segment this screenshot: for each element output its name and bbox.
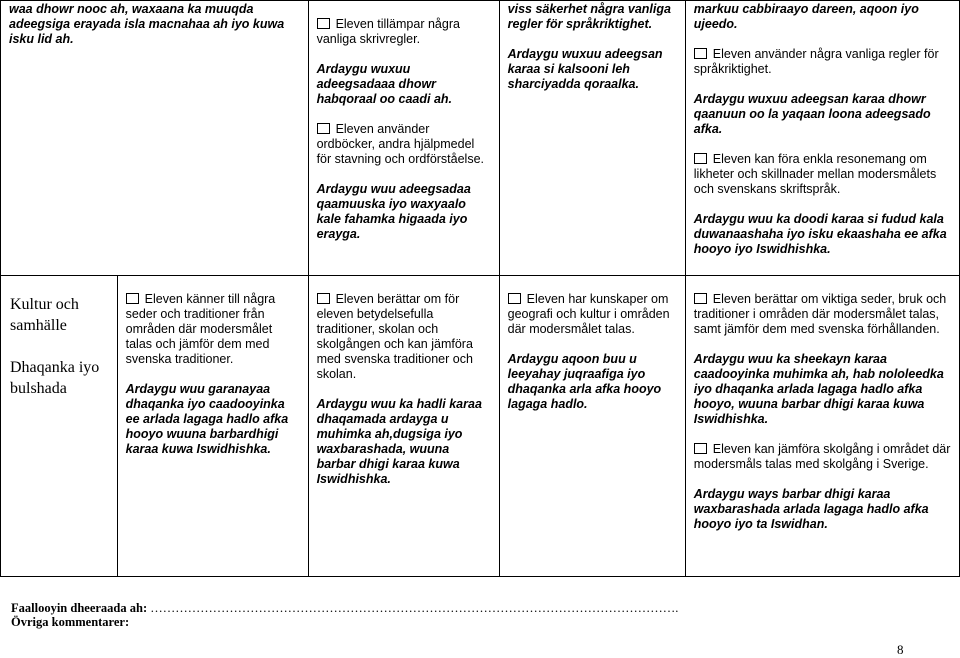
row2-col1-cell [117, 276, 308, 577]
checkbox-icon[interactable] [317, 123, 330, 134]
criterion-text: Eleven känner till några seder och traditioner från områden där modersmålet talas och jämför dem med svenska traditioner. [125, 292, 276, 366]
row2-col3-cell [499, 276, 685, 577]
checkbox-icon[interactable] [317, 293, 330, 304]
row1-col1-cell [1, 1, 309, 276]
criterion-text: Eleven tillämpar några vanliga skrivregler. [316, 17, 460, 46]
criterion-text: Ardaygu wuxuu adeegsadaaa dhowr habqoraal oo caadi ah. [316, 62, 453, 106]
table-row [1, 1, 960, 276]
criterion-somali [694, 92, 951, 137]
criterion-swedish [317, 292, 491, 382]
criterion-somali [694, 487, 951, 532]
criterion-somali [694, 2, 951, 32]
criterion-somali [508, 2, 677, 32]
criterion-somali [317, 397, 491, 487]
criterion-text: markuu cabbiraayo dareen, aqoon iyo ujeedo. [693, 2, 919, 31]
criterion-text: Ardaygu wuxuu adeegsan karaa si kalsooni leh sharciyadda qoraalka. [507, 47, 663, 91]
criterion-text: Ardaygu ways barbar dhigi karaa waxbarashada arlada lagaga hadlo afka hooyo iyo ta Iswidhan. [693, 487, 929, 531]
criterion-text: Eleven kan föra enkla resonemang om likheter och skillnader mellan modersmålets och svenskans skriftspråk. [693, 152, 937, 196]
criterion-text: Eleven har kunskaper om geografi och kultur i områden där modersmålet talas. [507, 292, 670, 336]
footer-dots: ………………………………………………………………………………………………………………. [147, 601, 679, 615]
criterion-somali [317, 62, 491, 107]
row1-col3-cell [499, 1, 685, 276]
row1-col4-cell [685, 1, 959, 276]
criterion-somali [508, 352, 677, 412]
criterion-text: Ardaygu wuu ka doodi karaa si fudud kala duwanaashaha iyo isku ekaashaha ee afka hooyo iyo Iswidhishka. [693, 212, 947, 256]
criterion-text: Eleven använder några vanliga regler för språkriktighet. [693, 47, 939, 76]
criterion-text: Eleven berättar om för eleven betydelsefulla traditioner, skolan och skolgången och kan jämföra med svenska traditioner och skolan. [316, 292, 473, 381]
criterion-text: viss säkerhet några vanliga regler för språkriktighet. [507, 2, 671, 31]
criterion-swedish [694, 47, 951, 77]
footer-comments [11, 601, 678, 629]
criterion-text: Eleven kan jämföra skolgång i området där modersmåls talas med skolgång i Sverige. [693, 442, 951, 471]
checkbox-icon[interactable] [317, 18, 330, 29]
criterion-text: Ardaygu wuu adeegsadaa qaamuuska iyo waxyaalo kale fahamka higaada iyo erayga. [316, 182, 471, 241]
footer-label-somali: Faallooyin dheeraada ah: [11, 601, 148, 615]
row1-col1-text: waa dhowr nooc ah, waxaana ka muuqda adeegsiga erayada isla macnahaa ah iyo kuwa isku lid ah. [9, 2, 285, 46]
criterion-somali [317, 182, 491, 242]
checkbox-icon[interactable] [694, 293, 707, 304]
table-row [1, 276, 960, 577]
criterion-swedish [317, 122, 491, 167]
criterion-text: Ardaygu aqoon buu u leeyahay juqraafiga iyo dhaqanka arla afka hooyo lagaga hadlo. [507, 352, 662, 411]
criterion-text: Ardaygu wuxuu adeegsan karaa dhowr qaanuun oo la yaqaan loona adeegsado afka. [693, 92, 931, 136]
checkbox-icon[interactable] [126, 293, 139, 304]
criterion-swedish [508, 292, 677, 337]
footer-label-swedish: Övriga kommentarer: [11, 615, 130, 629]
criterion-swedish [694, 152, 951, 197]
row2-col4-cell [685, 276, 959, 577]
criterion-swedish [317, 17, 491, 47]
heading-somali: Dhaqanka iyo bulshada [10, 359, 100, 397]
page-number: 8 [897, 642, 904, 657]
criterion-text: Ardaygu wuu ka hadli karaa dhaqamada ardayga u muhimka ah,dugsiga iyo waxbarashada, wuuna barbar dhigi karaa kuwa Iswidhishka. [316, 397, 482, 486]
heading-swedish: Kultur och samhälle [10, 296, 79, 334]
criterion-somali [694, 352, 951, 427]
checkbox-icon[interactable] [508, 293, 521, 304]
criterion-text: Ardaygu wuu ka sheekayn karaa caadooyinka muhimka ah, hab nololeedka iyo dhaqanka arlada lagaga hadlo afka hooyo, wuuna barbar dhigi karaa kuwa Iswidhishka. [693, 352, 944, 426]
criterion-swedish [126, 292, 300, 367]
criterion-swedish [694, 292, 951, 337]
criterion-text: Eleven använder ordböcker, andra hjälpmedel för stavning och ordförståelse. [316, 122, 485, 166]
checkbox-icon[interactable] [694, 48, 707, 59]
criterion-text: Ardaygu wuu garanayaa dhaqanka iyo caadooyinka ee arlada lagaga hadlo afka hooyo wuuna barbardhigi karaa kuwa Iswidhishka. [125, 382, 289, 456]
checkbox-icon[interactable] [694, 443, 707, 454]
criterion-somali [126, 382, 300, 457]
checkbox-icon[interactable] [694, 153, 707, 164]
criterion-somali [508, 47, 677, 92]
row2-col2-cell [308, 276, 499, 577]
row2-heading-cell [1, 276, 118, 577]
criterion-somali [694, 212, 951, 257]
criterion-text: Eleven berättar om viktiga seder, bruk och traditioner i områden där modersmålet talas, samt jämför dem med svenska förhållanden. [693, 292, 947, 336]
criterion-swedish [694, 442, 951, 472]
row1-col2-cell [308, 1, 499, 276]
